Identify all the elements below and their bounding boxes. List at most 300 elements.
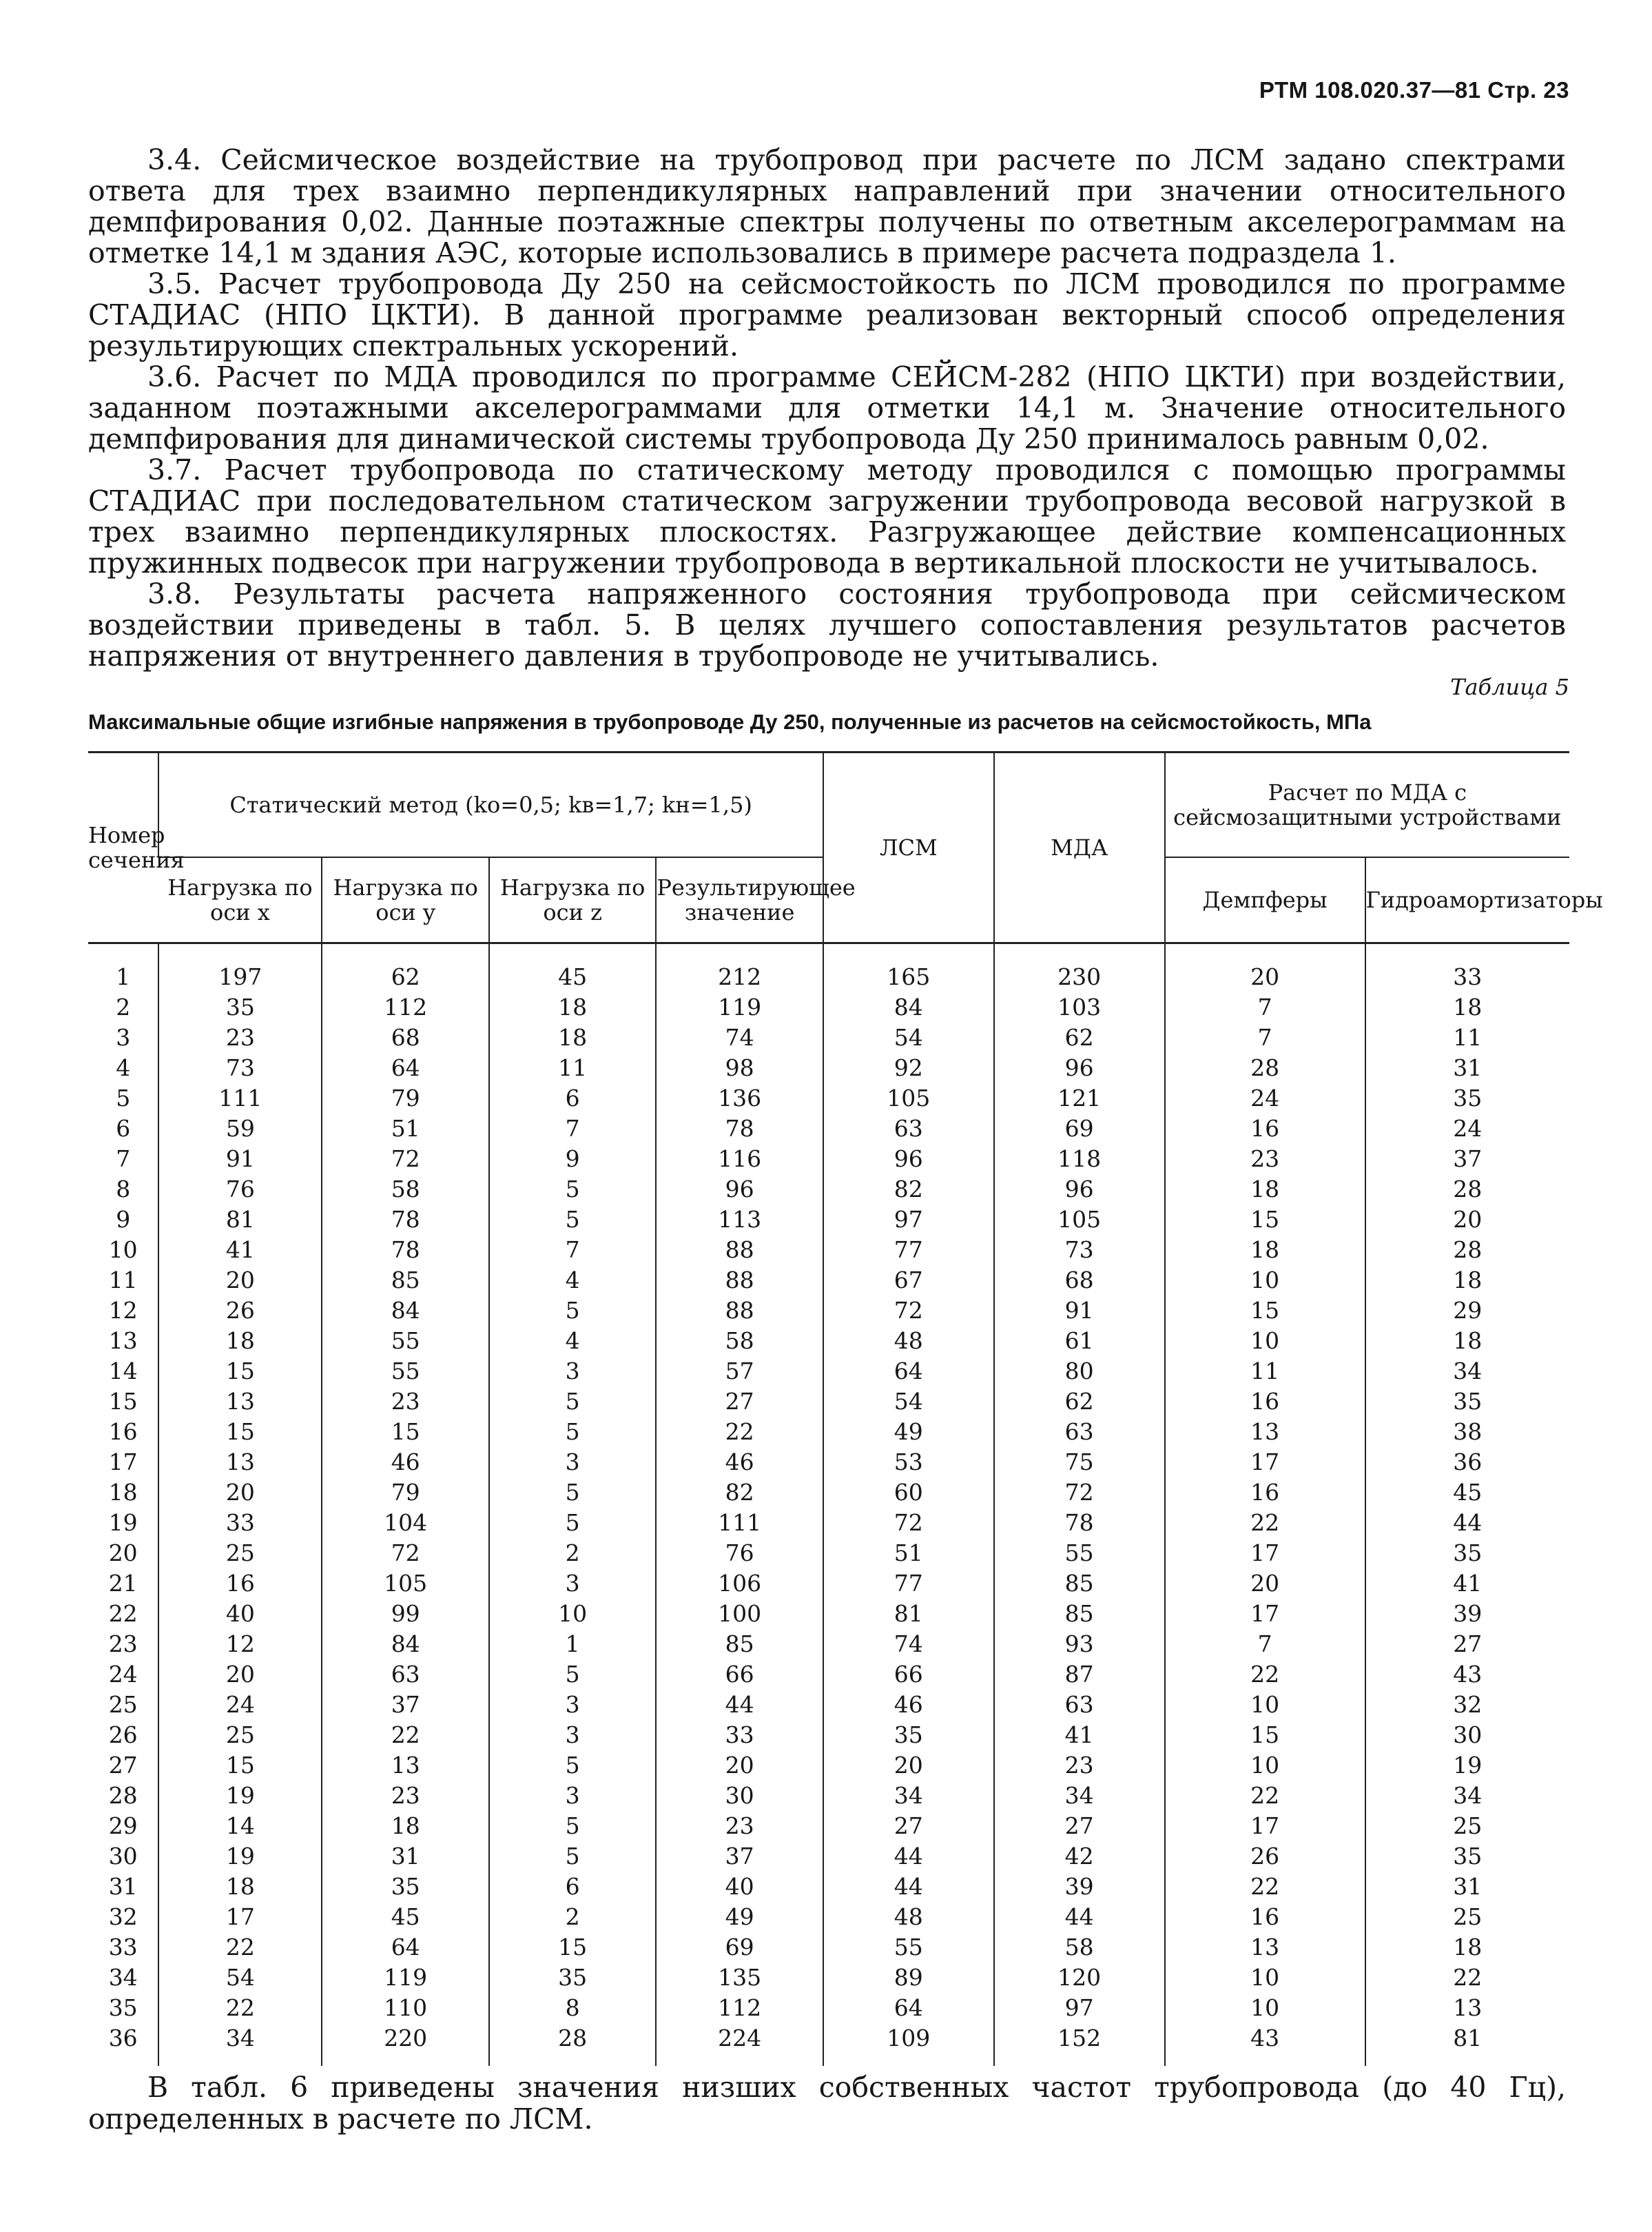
row-load-x-cell: 22 [158, 1993, 322, 2023]
row-hydro-cell: 43 [1365, 1659, 1569, 1690]
row-resultant-cell: 76 [656, 1538, 823, 1568]
row-load-z-cell: 3 [489, 1356, 656, 1386]
table-row [88, 1568, 1569, 1599]
row-load-z-cell: 18 [489, 992, 656, 1023]
row-hydro-cell: 31 [1365, 1053, 1569, 1083]
body-text [88, 145, 1566, 672]
row-load-y-cell: 79 [322, 1083, 488, 1114]
header-load-z: Нагрузка по оси z [489, 857, 656, 943]
row-resultant-cell: 119 [656, 992, 823, 1023]
row-load-z-cell: 3 [489, 1690, 656, 1720]
row-load-x-cell: 76 [158, 1174, 322, 1205]
row-dampers-cell: 18 [1165, 1174, 1365, 1205]
row-load-x-cell: 15 [158, 1417, 322, 1447]
row-dampers-cell: 22 [1165, 1508, 1365, 1538]
row-hydro-cell: 35 [1365, 1386, 1569, 1417]
row-dampers-cell: 16 [1165, 1477, 1365, 1508]
row-hydro-cell: 33 [1365, 943, 1569, 993]
row-section-cell: 1 [116, 963, 131, 990]
row-hydro-cell: 18 [1365, 992, 1569, 1023]
row-load-z-cell: 7 [489, 1114, 656, 1144]
row-mda-cell: 78 [994, 1508, 1165, 1538]
row-resultant-cell: 113 [656, 1205, 823, 1235]
row-lsm-cell: 97 [823, 1205, 994, 1235]
row-dampers-cell: 17 [1165, 1811, 1365, 1841]
row-section-cell: 2 [116, 994, 131, 1021]
row-mda-cell: 72 [994, 1477, 1165, 1508]
row-hydro-cell: 37 [1365, 1144, 1569, 1174]
row-load-y-cell: 104 [322, 1508, 488, 1538]
row-load-y-cell: 45 [322, 1902, 488, 1932]
row-dampers-cell: 15 [1165, 1296, 1365, 1326]
row-load-z-cell: 11 [489, 1053, 656, 1083]
row-load-y-cell: 84 [322, 1629, 488, 1659]
row-load-y-cell: 64 [322, 1932, 488, 1963]
table-row [88, 943, 1569, 993]
table-row [88, 992, 1569, 1023]
row-lsm-cell: 63 [823, 1114, 994, 1144]
row-hydro-cell: 18 [1365, 1265, 1569, 1296]
row-load-x-cell: 25 [158, 1538, 322, 1568]
row-load-z-cell: 5 [489, 1205, 656, 1235]
row-hydro-cell: 34 [1365, 1356, 1569, 1386]
row-load-y-cell: 15 [322, 1417, 488, 1447]
row-hydro-cell: 35 [1365, 1841, 1569, 1872]
row-lsm-cell: 89 [823, 1963, 994, 1993]
row-dampers-cell: 10 [1165, 1265, 1365, 1296]
header-hydro: Гидроамортизаторы [1365, 857, 1569, 943]
row-lsm-cell: 81 [823, 1599, 994, 1629]
page-header: РТМ 108.020.37—81 Стр. 23 [1259, 77, 1569, 103]
row-lsm-cell: 49 [823, 1417, 994, 1447]
row-mda-cell: 152 [994, 2023, 1165, 2066]
row-lsm-cell: 34 [823, 1781, 994, 1811]
row-load-x-cell: 15 [158, 1356, 322, 1386]
row-section-cell: 16 [108, 1418, 138, 1445]
row-hydro-cell: 22 [1365, 1963, 1569, 1993]
row-lsm-cell: 46 [823, 1690, 994, 1720]
row-hydro-cell: 28 [1365, 1235, 1569, 1265]
row-hydro-cell: 36 [1365, 1447, 1569, 1477]
row-load-y-cell: 72 [322, 1144, 488, 1174]
row-resultant-cell: 57 [656, 1356, 823, 1386]
row-load-z-cell: 5 [489, 1174, 656, 1205]
row-dampers-cell: 13 [1165, 1932, 1365, 1963]
row-dampers-cell: 16 [1165, 1386, 1365, 1417]
row-load-y-cell: 23 [322, 1386, 488, 1417]
table-row [88, 1386, 1569, 1417]
row-dampers-cell: 20 [1165, 1568, 1365, 1599]
row-lsm-cell: 82 [823, 1174, 994, 1205]
row-lsm-cell: 48 [823, 1326, 994, 1356]
row-load-x-cell: 25 [158, 1720, 322, 1750]
row-load-z-cell: 4 [489, 1265, 656, 1296]
row-hydro-cell: 34 [1365, 1781, 1569, 1811]
table-row [88, 1538, 1569, 1568]
row-load-z-cell: 28 [489, 2023, 656, 2066]
row-mda-cell: 121 [994, 1083, 1165, 1114]
row-dampers-cell: 7 [1165, 1023, 1365, 1053]
row-hydro-cell: 28 [1365, 1174, 1569, 1205]
table-row [88, 1356, 1569, 1386]
row-lsm-cell: 64 [823, 1356, 994, 1386]
row-section-cell: 11 [108, 1267, 138, 1293]
table-row [88, 1993, 1569, 2023]
row-load-y-cell: 64 [322, 1053, 488, 1083]
row-load-x-cell: 111 [158, 1083, 322, 1114]
row-load-x-cell: 12 [158, 1629, 322, 1659]
paragraph-3-8: 3.8. Результаты расчета напряженного состояния трубопровода при сейсмическом воздействии приведены в табл. 5. В целях лучшего сопоставления результатов расчетов напряжения от внутреннего давления в трубопроводе не учитывались. [88, 577, 1566, 673]
row-mda-cell: 61 [994, 1326, 1165, 1356]
row-load-y-cell: 22 [322, 1720, 488, 1750]
row-section-cell: 25 [108, 1691, 138, 1718]
row-resultant-cell: 96 [656, 1174, 823, 1205]
row-lsm-cell: 44 [823, 1841, 994, 1872]
row-lsm-cell: 77 [823, 1235, 994, 1265]
row-hydro-cell: 39 [1365, 1599, 1569, 1629]
row-mda-cell: 68 [994, 1265, 1165, 1296]
row-resultant-cell: 46 [656, 1447, 823, 1477]
row-mda-cell: 69 [994, 1114, 1165, 1144]
row-mda-cell: 42 [994, 1841, 1165, 1872]
row-section-cell: 19 [108, 1509, 138, 1536]
header-dampers: Демпферы [1165, 857, 1365, 943]
row-load-y-cell: 78 [322, 1235, 488, 1265]
row-hydro-cell: 81 [1365, 2023, 1569, 2066]
row-hydro-cell: 38 [1365, 1417, 1569, 1447]
row-resultant-cell: 135 [656, 1963, 823, 1993]
row-section-cell: 27 [108, 1752, 138, 1779]
row-section-cell: 7 [116, 1145, 131, 1172]
row-load-z-cell: 4 [489, 1326, 656, 1356]
row-hydro-cell: 18 [1365, 1326, 1569, 1356]
row-load-y-cell: 78 [322, 1205, 488, 1235]
table-label: Таблица 5 [1450, 674, 1569, 700]
row-section-cell: 33 [108, 1934, 138, 1960]
row-resultant-cell: 100 [656, 1599, 823, 1629]
row-dampers-cell: 28 [1165, 1053, 1365, 1083]
row-mda-cell: 93 [994, 1629, 1165, 1659]
row-load-z-cell: 6 [489, 1083, 656, 1114]
row-hydro-cell: 41 [1365, 1568, 1569, 1599]
row-mda-cell: 103 [994, 992, 1165, 1023]
row-dampers-cell: 10 [1165, 1963, 1365, 1993]
row-section-cell: 28 [108, 1782, 138, 1809]
table-row [88, 1508, 1569, 1538]
row-load-z-cell: 3 [489, 1720, 656, 1750]
paragraph-3-4: 3.4. Сейсмическое воздействие на трубопровод при расчете по ЛСМ задано спектрами ответа для трех взаимно перпендикулярных направлений при значении относительного демпфирования 0,02. Данные поэтажные спектры получены по ответным акселерограммам на отметке 14,1 м здания АЭС, которые использовались в примере расчета подраздела 1. [88, 143, 1566, 269]
row-section-cell: 3 [116, 1024, 131, 1051]
stress-table [88, 751, 1603, 2066]
row-mda-cell: 55 [994, 1538, 1165, 1568]
row-resultant-cell: 20 [656, 1750, 823, 1781]
row-load-y-cell: 99 [322, 1599, 488, 1629]
table-row [88, 1720, 1569, 1750]
header-static-method: Статический метод (kо=0,5; kв=1,7; kн=1,5) [158, 752, 823, 858]
row-dampers-cell: 24 [1165, 1083, 1365, 1114]
row-resultant-cell: 88 [656, 1235, 823, 1265]
row-lsm-cell: 20 [823, 1750, 994, 1781]
row-section-cell: 17 [108, 1448, 138, 1475]
row-load-x-cell: 22 [158, 1932, 322, 1963]
table-row [88, 1053, 1569, 1083]
table-row [88, 1023, 1569, 1053]
row-load-x-cell: 34 [158, 2023, 322, 2066]
row-load-x-cell: 81 [158, 1205, 322, 1235]
header-load-x: Нагрузка по оси x [158, 857, 322, 943]
row-load-y-cell: 35 [322, 1872, 488, 1902]
row-resultant-cell: 23 [656, 1811, 823, 1841]
row-hydro-cell: 35 [1365, 1538, 1569, 1568]
row-load-z-cell: 3 [489, 1447, 656, 1477]
row-load-x-cell: 16 [158, 1568, 322, 1599]
row-mda-cell: 34 [994, 1781, 1165, 1811]
row-load-x-cell: 23 [158, 1023, 322, 1053]
row-mda-cell: 58 [994, 1932, 1165, 1963]
row-mda-cell: 80 [994, 1356, 1165, 1386]
row-load-y-cell: 110 [322, 1993, 488, 2023]
row-load-x-cell: 20 [158, 1265, 322, 1296]
row-resultant-cell: 40 [656, 1872, 823, 1902]
row-load-x-cell: 26 [158, 1296, 322, 1326]
row-load-y-cell: 13 [322, 1750, 488, 1781]
table-row [88, 1781, 1569, 1811]
row-lsm-cell: 96 [823, 1144, 994, 1174]
row-mda-cell: 120 [994, 1963, 1165, 1993]
row-load-y-cell: 84 [322, 1296, 488, 1326]
row-lsm-cell: 84 [823, 992, 994, 1023]
row-section-cell: 26 [108, 1721, 138, 1748]
row-load-y-cell: 112 [322, 992, 488, 1023]
row-hydro-cell: 20 [1365, 1205, 1569, 1235]
row-resultant-cell: 69 [656, 1932, 823, 1963]
row-load-y-cell: 55 [322, 1326, 488, 1356]
row-load-x-cell: 33 [158, 1508, 322, 1538]
table-row [88, 1235, 1569, 1265]
row-lsm-cell: 165 [823, 943, 994, 993]
row-dampers-cell: 16 [1165, 1902, 1365, 1932]
row-load-x-cell: 13 [158, 1386, 322, 1417]
row-resultant-cell: 116 [656, 1144, 823, 1174]
row-load-x-cell: 15 [158, 1750, 322, 1781]
table-row [88, 1447, 1569, 1477]
row-load-z-cell: 45 [489, 943, 656, 993]
row-load-x-cell: 14 [158, 1811, 322, 1841]
table-row [88, 1326, 1569, 1356]
row-resultant-cell: 136 [656, 1083, 823, 1114]
row-resultant-cell: 37 [656, 1841, 823, 1872]
row-hydro-cell: 30 [1365, 1720, 1569, 1750]
table-row [88, 1599, 1569, 1629]
row-resultant-cell: 44 [656, 1690, 823, 1720]
row-load-z-cell: 5 [489, 1659, 656, 1690]
row-resultant-cell: 30 [656, 1781, 823, 1811]
row-load-z-cell: 5 [489, 1477, 656, 1508]
row-load-y-cell: 46 [322, 1447, 488, 1477]
row-load-y-cell: 55 [322, 1356, 488, 1386]
row-load-z-cell: 5 [489, 1811, 656, 1841]
row-hydro-cell: 27 [1365, 1629, 1569, 1659]
row-section-cell: 23 [108, 1630, 138, 1657]
table-row [88, 1872, 1569, 1902]
row-load-x-cell: 41 [158, 1235, 322, 1265]
row-load-y-cell: 51 [322, 1114, 488, 1144]
row-lsm-cell: 72 [823, 1508, 994, 1538]
row-mda-cell: 85 [994, 1568, 1165, 1599]
row-load-z-cell: 5 [489, 1508, 656, 1538]
table-row [88, 1265, 1569, 1296]
header-load-y: Нагрузка по оси y [322, 857, 488, 943]
row-load-y-cell: 37 [322, 1690, 488, 1720]
row-dampers-cell: 23 [1165, 1144, 1365, 1174]
row-mda-cell: 91 [994, 1296, 1165, 1326]
row-resultant-cell: 58 [656, 1326, 823, 1356]
table-row [88, 1841, 1569, 1872]
table-title: Максимальные общие изгибные напряжения в трубопроводе Ду 250, полученные из расчетов на сейсмостойкость, МПа [88, 710, 1372, 734]
row-load-x-cell: 19 [158, 1781, 322, 1811]
table-row [88, 1477, 1569, 1508]
row-section-cell: 9 [116, 1206, 131, 1233]
row-load-x-cell: 197 [158, 943, 322, 993]
row-resultant-cell: 111 [656, 1508, 823, 1538]
row-load-x-cell: 20 [158, 1477, 322, 1508]
row-hydro-cell: 25 [1365, 1902, 1569, 1932]
row-load-z-cell: 2 [489, 1902, 656, 1932]
row-resultant-cell: 74 [656, 1023, 823, 1053]
row-section-cell: 4 [116, 1054, 131, 1081]
table-row [88, 1205, 1569, 1235]
row-load-z-cell: 5 [489, 1841, 656, 1872]
row-load-x-cell: 54 [158, 1963, 322, 1993]
row-dampers-cell: 26 [1165, 1841, 1365, 1872]
row-section-cell: 21 [108, 1570, 138, 1597]
row-load-y-cell: 119 [322, 1963, 488, 1993]
row-mda-cell: 62 [994, 1386, 1165, 1417]
row-load-z-cell: 5 [489, 1417, 656, 1447]
row-section-cell: 15 [108, 1388, 138, 1415]
row-resultant-cell: 85 [656, 1629, 823, 1659]
row-hydro-cell: 31 [1365, 1872, 1569, 1902]
table-row [88, 2023, 1569, 2066]
row-dampers-cell: 13 [1165, 1417, 1365, 1447]
header-mda-protect: Расчет по МДА с сейсмозащитными устройствами [1165, 752, 1569, 858]
row-resultant-cell: 82 [656, 1477, 823, 1508]
row-load-z-cell: 7 [489, 1235, 656, 1265]
row-resultant-cell: 212 [656, 943, 823, 993]
row-section-cell: 13 [108, 1327, 138, 1354]
row-lsm-cell: 66 [823, 1659, 994, 1690]
row-dampers-cell: 17 [1165, 1447, 1365, 1477]
row-resultant-cell: 27 [656, 1386, 823, 1417]
row-resultant-cell: 78 [656, 1114, 823, 1144]
table-row [88, 1144, 1569, 1174]
table-row [88, 1750, 1569, 1781]
row-load-x-cell: 18 [158, 1872, 322, 1902]
row-resultant-cell: 224 [656, 2023, 823, 2066]
row-load-y-cell: 220 [322, 2023, 488, 2066]
table-row [88, 1083, 1569, 1114]
row-section-cell: 29 [108, 1812, 138, 1839]
row-load-z-cell: 5 [489, 1386, 656, 1417]
row-mda-cell: 41 [994, 1720, 1165, 1750]
row-dampers-cell: 22 [1165, 1781, 1365, 1811]
row-mda-cell: 96 [994, 1174, 1165, 1205]
row-load-z-cell: 9 [489, 1144, 656, 1174]
header-section-no: Номер сечения [88, 752, 158, 943]
row-dampers-cell: 22 [1165, 1872, 1365, 1902]
row-mda-cell: 73 [994, 1235, 1165, 1265]
row-section-cell: 35 [108, 1994, 138, 2021]
row-resultant-cell: 33 [656, 1720, 823, 1750]
row-load-z-cell: 10 [489, 1599, 656, 1629]
row-mda-cell: 87 [994, 1659, 1165, 1690]
table-row [88, 1114, 1569, 1144]
row-lsm-cell: 92 [823, 1053, 994, 1083]
table-row [88, 1629, 1569, 1659]
row-lsm-cell: 67 [823, 1265, 994, 1296]
table-row [88, 1902, 1569, 1932]
footer-text [88, 2071, 1566, 2135]
row-lsm-cell: 109 [823, 2023, 994, 2066]
row-hydro-cell: 24 [1365, 1114, 1569, 1144]
row-lsm-cell: 74 [823, 1629, 994, 1659]
row-mda-cell: 23 [994, 1750, 1165, 1781]
row-mda-cell: 97 [994, 1993, 1165, 2023]
row-load-y-cell: 62 [322, 943, 488, 993]
row-dampers-cell: 22 [1165, 1659, 1365, 1690]
row-section-cell: 10 [108, 1236, 138, 1263]
row-mda-cell: 27 [994, 1811, 1165, 1841]
row-load-z-cell: 15 [489, 1932, 656, 1963]
row-dampers-cell: 10 [1165, 1326, 1365, 1356]
table-row [88, 1690, 1569, 1720]
row-lsm-cell: 60 [823, 1477, 994, 1508]
row-hydro-cell: 19 [1365, 1750, 1569, 1781]
table-body [88, 943, 1569, 2067]
row-hydro-cell: 13 [1365, 1993, 1569, 2023]
row-section-cell: 20 [108, 1539, 138, 1566]
row-load-x-cell: 73 [158, 1053, 322, 1083]
row-section-cell: 30 [108, 1843, 138, 1870]
row-hydro-cell: 35 [1365, 1083, 1569, 1114]
row-mda-cell: 118 [994, 1144, 1165, 1174]
row-section-cell: 22 [108, 1600, 138, 1627]
footer-paragraph: В табл. 6 приведены значения низших собственных частот трубопровода (до 40 Гц), определенных в расчете по ЛСМ. [88, 2071, 1566, 2136]
table-row [88, 1296, 1569, 1326]
row-section-cell: 5 [116, 1085, 131, 1112]
paragraph-3-5: 3.5. Расчет трубопровода Ду 250 на сейсмостойкость по ЛСМ проводился по программе СТАДИАС (НПО ЦКТИ). В данной программе реализован векторный способ определения результирующих спектральных ускорений. [88, 267, 1566, 362]
row-dampers-cell: 43 [1165, 2023, 1365, 2066]
row-dampers-cell: 11 [1165, 1356, 1365, 1386]
row-load-x-cell: 40 [158, 1599, 322, 1629]
header-mda: МДА [994, 752, 1165, 943]
row-lsm-cell: 35 [823, 1720, 994, 1750]
row-load-y-cell: 85 [322, 1265, 488, 1296]
row-load-z-cell: 6 [489, 1872, 656, 1902]
row-lsm-cell: 55 [823, 1932, 994, 1963]
row-resultant-cell: 66 [656, 1659, 823, 1690]
row-lsm-cell: 27 [823, 1811, 994, 1841]
row-load-x-cell: 19 [158, 1841, 322, 1872]
row-lsm-cell: 64 [823, 1993, 994, 2023]
row-resultant-cell: 106 [656, 1568, 823, 1599]
row-load-y-cell: 105 [322, 1568, 488, 1599]
row-load-x-cell: 59 [158, 1114, 322, 1144]
row-resultant-cell: 88 [656, 1265, 823, 1296]
row-load-z-cell: 35 [489, 1963, 656, 1993]
row-section-cell: 36 [108, 2025, 138, 2051]
row-load-z-cell: 8 [489, 1993, 656, 2023]
